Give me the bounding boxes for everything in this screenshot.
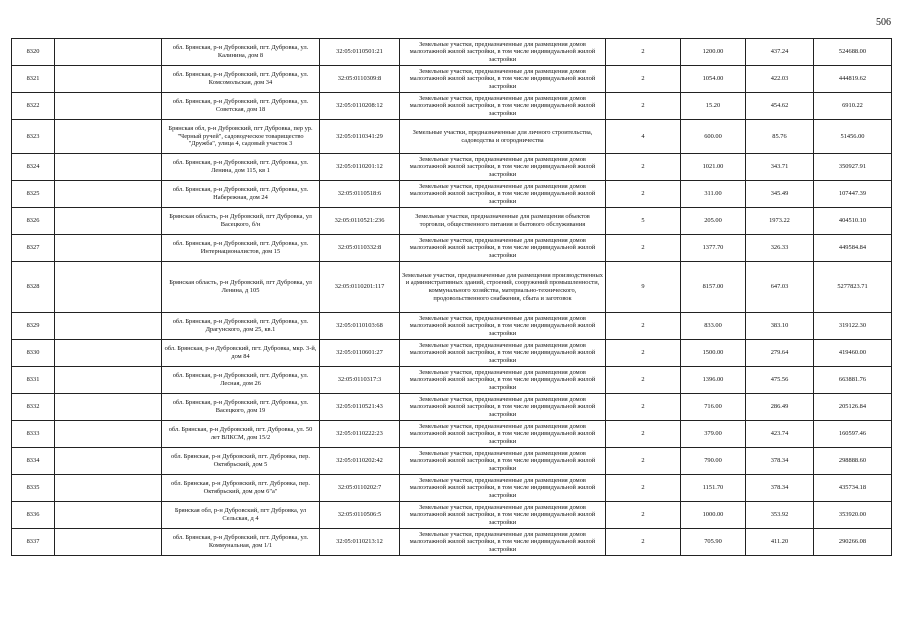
area-cell: 1054.00 xyxy=(681,66,746,93)
cadastral-number-cell: 32:05:0110601:27 xyxy=(320,340,400,367)
blank-cell xyxy=(55,313,162,340)
address-cell: обл. Брянская, р-н Дубровский, пгт. Дубровка, ул. Советская, дом 18 xyxy=(162,93,320,120)
cadastral-value-cell: 353920.00 xyxy=(814,502,892,529)
row-number: 8321 xyxy=(12,66,55,93)
table-row xyxy=(12,154,892,181)
address-cell: обл. Брянская, р-н Дубровский, пгт. Дубровка, пер. Октябрьский, дом дом 6"а" xyxy=(162,475,320,502)
blank-cell xyxy=(55,208,162,235)
area-cell: 1396.00 xyxy=(681,367,746,394)
land-use-cell: Земельные участки, предназначенные для размещения домов малоэтажной жилой застройки, в том числе индивидуальной жилой застройки xyxy=(400,181,606,208)
land-use-cell: Земельные участки, предназначенные для размещения домов малоэтажной жилой застройки, в том числе индивидуальной жилой застройки xyxy=(400,154,606,181)
cadastral-value-cell: 404510.10 xyxy=(814,208,892,235)
cadastral-value-cell: 319122.30 xyxy=(814,313,892,340)
table-body xyxy=(12,39,892,556)
area-cell: 379.00 xyxy=(681,421,746,448)
land-use-cell: Земельные участки, предназначенные для размещения домов малоэтажной жилой застройки, в том числе индивидуальной жилой застройки xyxy=(400,66,606,93)
land-use-cell: Земельные участки, предназначенные для размещения домов малоэтажной жилой застройки, в том числе индивидуальной жилой застройки xyxy=(400,93,606,120)
cadastral-value-cell: 444819.62 xyxy=(814,66,892,93)
area-cell: 15.20 xyxy=(681,93,746,120)
group-cell: 9 xyxy=(606,262,681,313)
row-number: 8327 xyxy=(12,235,55,262)
address-cell: обл. Брянская, р-н Дубровский, пгт. Дубровка, ул. Драгунского, дом 25, кв.1 xyxy=(162,313,320,340)
table-row xyxy=(12,367,892,394)
blank-cell xyxy=(55,66,162,93)
specific-value-cell: 85.76 xyxy=(746,120,814,154)
specific-value-cell: 1973.22 xyxy=(746,208,814,235)
area-cell: 1000.00 xyxy=(681,502,746,529)
address-cell: обл. Брянская, р-н Дубровский, пгт. Дубровка, ул. 50 лет ВЛКСМ, дом 15/2 xyxy=(162,421,320,448)
cadastral-value-cell: 205126.84 xyxy=(814,394,892,421)
area-cell: 790.00 xyxy=(681,448,746,475)
address-cell: Брянская обл, р-н Дубровский, пгт Дубровка, пер ур. "Черный ручей", садоводческое товарищество "Дружба", улица 4, садовый участок 3 xyxy=(162,120,320,154)
address-cell: обл. Брянская, р-н Дубровский, пгт. Дубровка, ул. Коммунальная, дом 1/1 xyxy=(162,529,320,556)
cadastral-number-cell: 32:05:0110309:8 xyxy=(320,66,400,93)
cadastral-number-cell: 32:05:0110521:43 xyxy=(320,394,400,421)
cadastral-number-cell: 32:05:0110506:5 xyxy=(320,502,400,529)
specific-value-cell: 378.34 xyxy=(746,448,814,475)
cadastral-value-cell: 663881.76 xyxy=(814,367,892,394)
cadastral-number-cell: 32:05:0110213:12 xyxy=(320,529,400,556)
cadastral-number-cell: 32:05:0110521:236 xyxy=(320,208,400,235)
table-row xyxy=(12,235,892,262)
cadastral-number-cell: 32:05:0110341:29 xyxy=(320,120,400,154)
cadastral-value-table xyxy=(11,38,892,556)
table-row xyxy=(12,313,892,340)
group-cell: 2 xyxy=(606,475,681,502)
row-number: 8337 xyxy=(12,529,55,556)
table-row xyxy=(12,448,892,475)
row-number: 8332 xyxy=(12,394,55,421)
land-use-cell: Земельные участки, предназначенные для личного строительства, садоводства и огородничества xyxy=(400,120,606,154)
cadastral-number-cell: 32:05:0110202:42 xyxy=(320,448,400,475)
area-cell: 833.00 xyxy=(681,313,746,340)
land-use-cell: Земельные участки, предназначенные для размещения объектов торговли, общественного питания и бытового обслуживания xyxy=(400,208,606,235)
specific-value-cell: 279.64 xyxy=(746,340,814,367)
land-use-cell: Земельные участки, предназначенные для размещения домов малоэтажной жилой застройки, в том числе индивидуальной жилой застройки xyxy=(400,367,606,394)
area-cell: 1151.70 xyxy=(681,475,746,502)
table-row xyxy=(12,208,892,235)
specific-value-cell: 475.56 xyxy=(746,367,814,394)
cadastral-value-cell: 524688.00 xyxy=(814,39,892,66)
specific-value-cell: 326.33 xyxy=(746,235,814,262)
table-row xyxy=(12,529,892,556)
cadastral-number-cell: 32:05:0110208:12 xyxy=(320,93,400,120)
table-row xyxy=(12,421,892,448)
table-row xyxy=(12,502,892,529)
address-cell: обл. Брянская, р-н Дубровский, пгт. Дубровка, пер. Октябрьский, дом 5 xyxy=(162,448,320,475)
specific-value-cell: 437.24 xyxy=(746,39,814,66)
specific-value-cell: 454.62 xyxy=(746,93,814,120)
row-number: 8325 xyxy=(12,181,55,208)
blank-cell xyxy=(55,39,162,66)
address-cell: обл. Брянская, р-н Дубровский, пгт. Дубровка, ул. Ленина, дом 115, кв 1 xyxy=(162,154,320,181)
specific-value-cell: 647.03 xyxy=(746,262,814,313)
cadastral-value-cell: 160597.46 xyxy=(814,421,892,448)
cadastral-value-cell: 449584.84 xyxy=(814,235,892,262)
table-row xyxy=(12,181,892,208)
address-cell: обл. Брянская, р-н Дубровский, пгт. Дубровка, ул. Васецкого, дом 19 xyxy=(162,394,320,421)
blank-cell xyxy=(55,448,162,475)
page-number: 506 xyxy=(876,17,891,28)
cadastral-value-cell: 298888.60 xyxy=(814,448,892,475)
group-cell: 2 xyxy=(606,367,681,394)
area-cell: 205.00 xyxy=(681,208,746,235)
table-row xyxy=(12,262,892,313)
row-number: 8335 xyxy=(12,475,55,502)
group-cell: 2 xyxy=(606,39,681,66)
group-cell: 2 xyxy=(606,66,681,93)
address-cell: обл. Брянская, р-н Дубровский, пгт. Дубровка, ул. Набережная, дом 24 xyxy=(162,181,320,208)
cadastral-value-cell: 51456.00 xyxy=(814,120,892,154)
row-number: 8330 xyxy=(12,340,55,367)
blank-cell xyxy=(55,235,162,262)
blank-cell xyxy=(55,93,162,120)
cadastral-number-cell: 32:05:0110332:8 xyxy=(320,235,400,262)
group-cell: 4 xyxy=(606,120,681,154)
group-cell: 2 xyxy=(606,502,681,529)
land-use-cell: Земельные участки, предназначенные для размещения домов малоэтажной жилой застройки, в том числе индивидуальной жилой застройки xyxy=(400,529,606,556)
cadastral-number-cell: 32:05:0110501:21 xyxy=(320,39,400,66)
table-row xyxy=(12,394,892,421)
row-number: 8331 xyxy=(12,367,55,394)
area-cell: 8157.00 xyxy=(681,262,746,313)
cadastral-number-cell: 32:05:0110201:117 xyxy=(320,262,400,313)
address-cell: обл. Брянская, р-н Дубровский, пгт. Дубровка, ул. Комсомольская, дом 34 xyxy=(162,66,320,93)
cadastral-value-cell: 290266.08 xyxy=(814,529,892,556)
area-cell: 600.00 xyxy=(681,120,746,154)
cadastral-value-cell: 6910.22 xyxy=(814,93,892,120)
group-cell: 2 xyxy=(606,235,681,262)
row-number: 8333 xyxy=(12,421,55,448)
specific-value-cell: 378.34 xyxy=(746,475,814,502)
row-number: 8336 xyxy=(12,502,55,529)
table-row xyxy=(12,39,892,66)
area-cell: 1200.00 xyxy=(681,39,746,66)
blank-cell xyxy=(55,502,162,529)
table-row xyxy=(12,475,892,502)
land-use-cell: Земельные участки, предназначенные для размещения домов малоэтажной жилой застройки, в том числе индивидуальной жилой застройки xyxy=(400,39,606,66)
blank-cell xyxy=(55,154,162,181)
land-use-cell: Земельные участки, предназначенные для размещения домов малоэтажной жилой застройки, в том числе индивидуальной жилой застройки xyxy=(400,235,606,262)
specific-value-cell: 422.03 xyxy=(746,66,814,93)
blank-cell xyxy=(55,181,162,208)
address-cell: Брянская область, р-н Дубровский, пгт Дубровка, ул Ленина, д 105 xyxy=(162,262,320,313)
blank-cell xyxy=(55,340,162,367)
land-use-cell: Земельные участки, предназначенные для размещения домов малоэтажной жилой застройки, в том числе индивидуальной жилой застройки xyxy=(400,502,606,529)
cadastral-number-cell: 32:05:0110202:7 xyxy=(320,475,400,502)
row-number: 8323 xyxy=(12,120,55,154)
group-cell: 2 xyxy=(606,313,681,340)
group-cell: 5 xyxy=(606,208,681,235)
group-cell: 2 xyxy=(606,421,681,448)
cadastral-value-cell: 350927.91 xyxy=(814,154,892,181)
cadastral-number-cell: 32:05:0110103:68 xyxy=(320,313,400,340)
group-cell: 2 xyxy=(606,181,681,208)
row-number: 8334 xyxy=(12,448,55,475)
row-number: 8329 xyxy=(12,313,55,340)
specific-value-cell: 423.74 xyxy=(746,421,814,448)
blank-cell xyxy=(55,394,162,421)
group-cell: 2 xyxy=(606,154,681,181)
land-use-cell: Земельные участки, предназначенные для размещения производственных и административных зданий, строений, сооружений промышленности, коммунального хозяйства, материально-технического, продовольственного снабжения, сбыта и заготовок xyxy=(400,262,606,313)
land-use-cell: Земельные участки, предназначенные для размещения домов малоэтажной жилой застройки, в том числе индивидуальной жилой застройки xyxy=(400,313,606,340)
blank-cell xyxy=(55,262,162,313)
specific-value-cell: 383.10 xyxy=(746,313,814,340)
cadastral-value-cell: 419460.00 xyxy=(814,340,892,367)
group-cell: 2 xyxy=(606,340,681,367)
land-use-cell: Земельные участки, предназначенные для размещения домов малоэтажной жилой застройки, в том числе индивидуальной жилой застройки xyxy=(400,421,606,448)
cadastral-value-cell: 435734.18 xyxy=(814,475,892,502)
row-number: 8322 xyxy=(12,93,55,120)
specific-value-cell: 286.49 xyxy=(746,394,814,421)
cadastral-number-cell: 32:05:0110222:23 xyxy=(320,421,400,448)
address-cell: Брянская обл, р-н Дубровский, пгт Дубровка, ул Сельская, д 4 xyxy=(162,502,320,529)
cadastral-number-cell: 32:05:0110317:3 xyxy=(320,367,400,394)
area-cell: 311.00 xyxy=(681,181,746,208)
cadastral-value-cell: 5277823.71 xyxy=(814,262,892,313)
address-cell: обл. Брянская, р-н Дубровский, пгт. Дубровка, ул. Лесная, дом 26 xyxy=(162,367,320,394)
address-cell: обл. Брянская, р-н Дубровский, пгт. Дубровка, мкр. 3-й, дом 84 xyxy=(162,340,320,367)
row-number: 8328 xyxy=(12,262,55,313)
cadastral-number-cell: 32:05:0110518:6 xyxy=(320,181,400,208)
area-cell: 1500.00 xyxy=(681,340,746,367)
group-cell: 2 xyxy=(606,394,681,421)
cadastral-number-cell: 32:05:0110201:12 xyxy=(320,154,400,181)
specific-value-cell: 411.20 xyxy=(746,529,814,556)
blank-cell xyxy=(55,475,162,502)
table-row xyxy=(12,120,892,154)
row-number: 8324 xyxy=(12,154,55,181)
row-number: 8320 xyxy=(12,39,55,66)
address-cell: обл. Брянская, р-н Дубровский, пгт. Дубровка, ул. Интернационалистов, дом 15 xyxy=(162,235,320,262)
table-row xyxy=(12,340,892,367)
area-cell: 716.00 xyxy=(681,394,746,421)
table-row xyxy=(12,66,892,93)
group-cell: 2 xyxy=(606,93,681,120)
address-cell: обл. Брянская, р-н Дубровский, пгт. Дубровка, ул. Калинина, дом 8 xyxy=(162,39,320,66)
blank-cell xyxy=(55,120,162,154)
cadastral-value-cell: 107447.39 xyxy=(814,181,892,208)
blank-cell xyxy=(55,529,162,556)
address-cell: Брянская область, р-н Дубровский, пгт Дубровка, ул Васецкого, б/н xyxy=(162,208,320,235)
blank-cell xyxy=(55,421,162,448)
specific-value-cell: 345.49 xyxy=(746,181,814,208)
land-use-cell: Земельные участки, предназначенные для размещения домов малоэтажной жилой застройки, в том числе индивидуальной жилой застройки xyxy=(400,475,606,502)
land-use-cell: Земельные участки, предназначенные для размещения домов малоэтажной жилой застройки, в том числе индивидуальной жилой застройки xyxy=(400,340,606,367)
blank-cell xyxy=(55,367,162,394)
land-use-cell: Земельные участки, предназначенные для размещения домов малоэтажной жилой застройки, в том числе индивидуальной жилой застройки xyxy=(400,394,606,421)
area-cell: 705.90 xyxy=(681,529,746,556)
table-row xyxy=(12,93,892,120)
specific-value-cell: 343.71 xyxy=(746,154,814,181)
row-number: 8326 xyxy=(12,208,55,235)
area-cell: 1377.70 xyxy=(681,235,746,262)
area-cell: 1021.00 xyxy=(681,154,746,181)
group-cell: 2 xyxy=(606,529,681,556)
group-cell: 2 xyxy=(606,448,681,475)
land-use-cell: Земельные участки, предназначенные для размещения домов малоэтажной жилой застройки, в том числе индивидуальной жилой застройки xyxy=(400,448,606,475)
specific-value-cell: 353.92 xyxy=(746,502,814,529)
